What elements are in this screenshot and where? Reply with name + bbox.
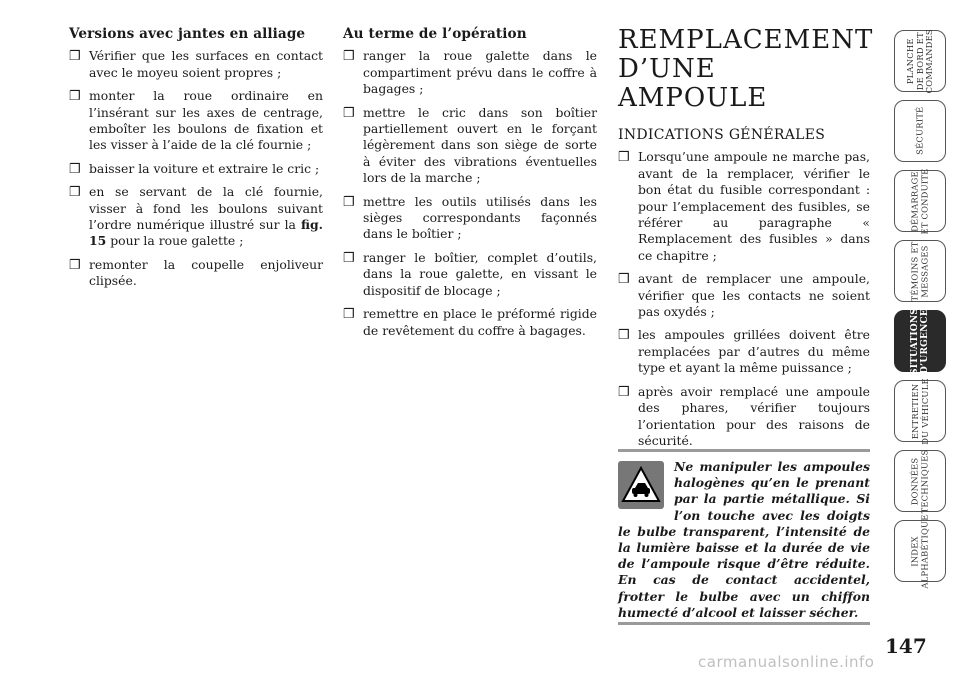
- list-item: ❒ avant de remplacer une ampoule, vérifier que les contacts ne soient pas oxydés ;: [618, 271, 870, 320]
- checkbox-bullet-icon: ❒: [69, 257, 81, 273]
- list-item: ❒ remonter la coupelle enjoliveur clipsée.: [69, 256, 323, 289]
- watermark: carmanualsonline.info: [698, 653, 875, 671]
- list-item: ❒ les ampoules grillées doivent être remplacées par d’autres du même type et ayant la même puissance ;: [618, 327, 870, 376]
- tab-demarrage[interactable]: DÉMARRAGE ET CONDUITE: [894, 170, 946, 232]
- checkbox-bullet-icon: ❒: [69, 185, 81, 201]
- list-item: ❒ remettre en place le préformé rigide de revêtement du coffre à bagages.: [343, 306, 597, 338]
- page-title: REMPLACEMENT D’UNE AMPOULE: [618, 25, 874, 113]
- warning-note: Ne manipuler les ampoules halogènes qu’en le prenant par la partie métallique. Si l’on touche avec les doigts le bulbe transparent, l’intensité de la lumière baisse et la durée de vie de l’ampoule risque d’être réduite. En cas de contact accidentel, frotter le bulbe avec un chiffon humecté d’alcool et laisser sécher.: [618, 459, 870, 620]
- tab-index[interactable]: INDEX ALPHABÉTIQUE: [894, 520, 946, 582]
- tab-planche-de-bord[interactable]: PLANCHE DE BORD ET COMMANDES: [894, 30, 946, 92]
- warning-top-rule: [618, 449, 870, 452]
- tab-securite[interactable]: SÉCURITÉ: [894, 100, 946, 162]
- tab-temoins[interactable]: TÉMOINS ET MESSAGES: [894, 240, 946, 302]
- checkbox-bullet-icon: ❒: [69, 161, 81, 177]
- list-item: ❒ ranger la roue galette dans le compartiment prévu dans le coffre à bagages ;: [343, 48, 597, 97]
- checkbox-bullet-icon: ❒: [618, 150, 630, 166]
- list-item: ❒ ranger le boîtier, complet d’outils, dans la roue galette, en vissant le dispositif de blocage ;: [343, 249, 597, 298]
- list-item: ❒ mettre les outils utilisés dans les sièges correspondants façonnés dans le boîtier ;: [343, 193, 597, 242]
- section-heading-end-of-operation: Au terme de l’opération: [343, 26, 527, 42]
- column-3: [618, 25, 874, 456]
- checkbox-bullet-icon: ❒: [343, 250, 355, 266]
- column-2: [343, 26, 597, 346]
- warning-bottom-rule: [618, 622, 870, 625]
- general-indications-list: [618, 149, 870, 449]
- checkbox-bullet-icon: ❒: [69, 49, 81, 65]
- end-steps-list: [343, 48, 597, 339]
- list-item: ❒ après avoir remplacé une ampoule des phares, vérifier toujours l’orientation pour des raisons de sécurité.: [618, 383, 870, 448]
- page-number: 147: [885, 634, 927, 658]
- checkbox-bullet-icon: ❒: [343, 194, 355, 210]
- list-item: ❒ Vérifier que les surfaces en contact avec le moyeu soient propres ;: [69, 48, 323, 80]
- list-item: ❒ monter la roue ordinaire en l’insérant sur les axes de centrage, emboîter les boulons de fixation et les visser à l’aide de la clé fournie ;: [69, 88, 323, 153]
- list-item: ❒ en se servant de la clé fournie, visser à fond les boulons suivant l’ordre numérique illustré sur la fig. 15 pour la roue galette ;: [69, 184, 323, 249]
- tab-donnees-techniques[interactable]: DONNÉES TECHNIQUES: [894, 450, 946, 512]
- tab-entretien[interactable]: ENTRETIEN DU VÉHICULE: [894, 380, 946, 442]
- checkbox-bullet-icon: ❒: [618, 272, 630, 288]
- section-heading-general: INDICATIONS GÉNÉRALES: [618, 127, 826, 143]
- section-heading-alloy: Versions avec jantes en alliage: [69, 26, 306, 42]
- checkbox-bullet-icon: ❒: [343, 307, 355, 323]
- alloy-steps-list: [69, 48, 323, 289]
- checkbox-bullet-icon: ❒: [343, 105, 355, 121]
- tab-situations-urgence[interactable]: SITUATIONS D’URGENCE: [894, 310, 946, 372]
- checkbox-bullet-icon: ❒: [343, 49, 355, 65]
- column-1: [69, 26, 323, 297]
- checkbox-bullet-icon: ❒: [618, 384, 630, 400]
- checkbox-bullet-icon: ❒: [69, 89, 81, 105]
- list-item: ❒ baisser la voiture et extraire le cric ;: [69, 160, 320, 177]
- warning-car-triangle-icon: [618, 461, 664, 509]
- checkbox-bullet-icon: ❒: [618, 328, 630, 344]
- figure-reference: fig. 15: [89, 217, 323, 249]
- list-item: ❒ Lorsqu’une ampoule ne marche pas, avant de la remplacer, vérifier le bon état du fusible correspondant : pour l’emplacement des fusibles, se référer au paragraphe « Remplacement des fusibles » dans ce chapitre ;: [618, 149, 870, 263]
- list-item: ❒ mettre le cric dans son boîtier partiellement ouvert en le forçant légèrement dans son siège de sorte à éviter des vibrations éventuelles lors de la marche ;: [343, 104, 597, 186]
